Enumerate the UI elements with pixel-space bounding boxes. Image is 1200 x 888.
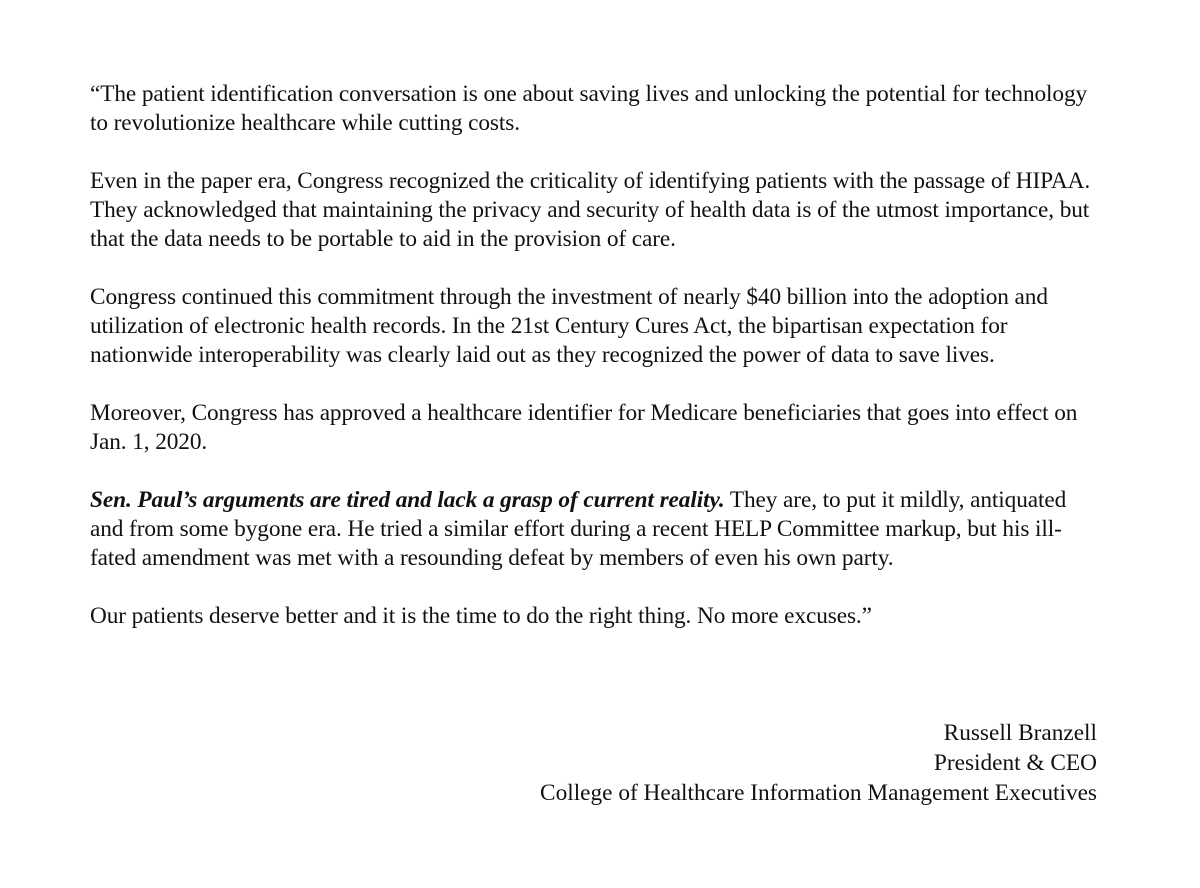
- signature-name: Russell Branzell: [943, 720, 1097, 746]
- paragraph-closing: Our patients deserve better and it is the time to do the right thing. No more excuses.”: [90, 603, 872, 629]
- paragraph-ehr-investment: Congress continued this commitment through the investment of nearly $40 billion into the adoption and utilization of electronic health records. In the 21st Century Cures Act, the bipartisan expectation for nationwide interoperability was clearly laid out as they recognized the power of data to save lives.: [90, 284, 1048, 368]
- paragraph-sen-paul: [90, 486, 1105, 573]
- signature-block: [540, 718, 1097, 808]
- emphasis-text: Sen. Paul’s arguments are tired and lack a grasp of current reality.: [90, 487, 725, 513]
- signature-title: President & CEO: [933, 750, 1097, 776]
- paragraph-intro: “The patient identification conversation is one about saving lives and unlocking the potential for technology to revolutionize healthcare while cutting costs.: [90, 81, 1088, 136]
- paragraph-sen-paul-rest: They are, to put it mildly, antiquated and from some bygone era. He tried a similar effort during a recent HELP Committee markup, but his ill-fated amendment was met with a resounding defeat by members of even his own party.: [90, 487, 1067, 571]
- statement-body: [90, 80, 1105, 660]
- paragraph-hipaa: Even in the paper era, Congress recognized the criticality of identifying patients with the passage of HIPAA. They acknowledged that maintaining the privacy and security of health data is of the utmost importance, but that the data needs to be portable to aid in the provision of care.: [90, 168, 1091, 252]
- signature-organization: College of Healthcare Information Management Executives: [540, 780, 1097, 806]
- paragraph-medicare-identifier: Moreover, Congress has approved a healthcare identifier for Medicare beneficiaries that goes into effect on Jan. 1, 2020.: [90, 400, 1078, 455]
